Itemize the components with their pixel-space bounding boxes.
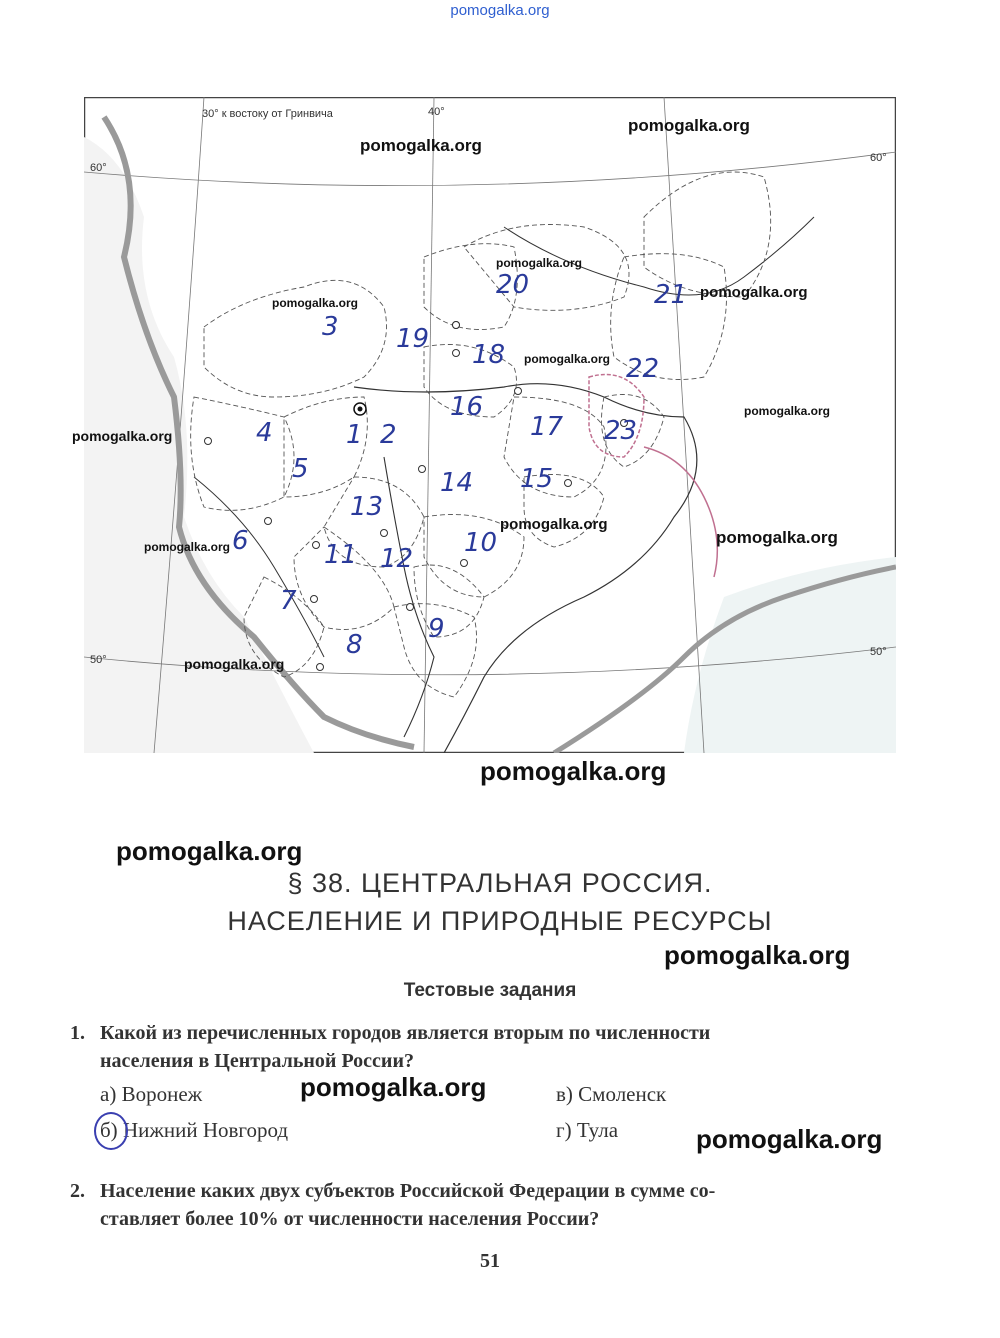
region-number-16: 16 <box>450 392 484 422</box>
watermark: pomogalka.org <box>744 404 831 418</box>
header-site-watermark: pomogalka.org <box>450 2 550 19</box>
label-50-right: 50° <box>870 646 887 658</box>
watermark: pomogalka.org <box>716 528 838 547</box>
option-a-letter: а) <box>100 1082 117 1106</box>
option-a[interactable] <box>100 1082 202 1107</box>
option-b-letter: б) <box>100 1118 118 1142</box>
option-c-text: Смоленск <box>578 1082 667 1106</box>
question-2-text-line2: ставляет более 10% от численности населения России? <box>100 1208 600 1230</box>
label-60-right: 60° <box>870 152 887 164</box>
watermark: pomogalka.org <box>184 656 285 672</box>
question-2-number: 2. <box>70 1180 85 1202</box>
label-50-left: 50° <box>90 654 107 666</box>
question-1-text-line2: населения в Центральной России? <box>100 1050 414 1072</box>
option-a-text: Воронеж <box>121 1082 203 1106</box>
question-2-text-line1: Население каких двух субъектов Российской Федерации в сумме со- <box>100 1180 716 1202</box>
region-number-18: 18 <box>472 340 506 370</box>
region-number-8: 8 <box>346 630 363 660</box>
watermark: pomogalka.org <box>360 136 482 155</box>
region-number-9: 9 <box>428 614 445 644</box>
region-number-11: 11 <box>324 540 358 570</box>
region-number-23: 23 <box>604 416 638 446</box>
label-60-left: 60° <box>90 162 107 174</box>
subheading: Тестовые задания <box>403 980 577 1001</box>
region-number-21: 21 <box>654 280 688 310</box>
region-number-20: 20 <box>496 270 530 300</box>
region-number-7: 7 <box>280 586 297 616</box>
page-number: 51 <box>480 1250 500 1272</box>
watermark: pomogalka.org <box>144 540 231 554</box>
region-number-15: 15 <box>520 464 554 494</box>
watermark: pomogalka.org <box>496 256 583 270</box>
region-number-14: 14 <box>440 468 474 498</box>
label-40: 40° <box>428 106 445 118</box>
question-1-number: 1. <box>70 1022 85 1044</box>
watermark: pomogalka.org <box>272 296 359 310</box>
region-number-13: 13 <box>350 492 384 522</box>
watermark: pomogalka.org <box>700 284 808 301</box>
region-number-6: 6 <box>232 526 249 556</box>
region-number-22: 22 <box>626 354 660 384</box>
option-b-letter-wrap <box>100 1118 118 1143</box>
option-d-text: Тула <box>576 1118 619 1142</box>
region-number-5: 5 <box>292 454 309 484</box>
region-number-12: 12 <box>380 544 414 574</box>
map-svg <box>84 97 896 753</box>
option-d-letter: г) <box>556 1118 572 1142</box>
question-1-text-line1: Какой из перечисленных городов является вторым по численности <box>100 1022 711 1044</box>
watermark: pomogalka.org <box>500 516 608 533</box>
option-d[interactable] <box>556 1118 618 1143</box>
region-number-10: 10 <box>464 528 498 558</box>
watermark: pomogalka.org <box>72 428 173 444</box>
region-number-2: 2 <box>380 420 397 450</box>
map-figure <box>84 97 896 753</box>
region-number-17: 17 <box>530 412 564 442</box>
watermark: pomogalka.org <box>116 836 303 866</box>
region-number-19: 19 <box>396 324 430 354</box>
watermark: pomogalka.org <box>480 756 667 786</box>
option-b-text: Нижний Новгород <box>122 1118 289 1142</box>
region-number-4: 4 <box>256 418 273 448</box>
watermark: pomogalka.org <box>664 940 851 970</box>
moscow-marker-dot <box>358 407 363 412</box>
watermark: pomogalka.org <box>696 1124 883 1154</box>
option-c-letter: в) <box>556 1082 573 1106</box>
watermark: pomogalka.org <box>524 352 611 366</box>
option-b[interactable] <box>100 1118 288 1143</box>
section-title-line1: § 38. ЦЕНТРАЛЬНАЯ РОССИЯ. <box>287 868 713 898</box>
watermark: pomogalka.org <box>300 1072 487 1102</box>
section-title-line2: НАСЕЛЕНИЕ И ПРИРОДНЫЕ РЕСУРСЫ <box>227 906 773 936</box>
option-c[interactable] <box>556 1082 666 1107</box>
region-number-1: 1 <box>346 420 363 450</box>
answer-circle-mark <box>94 1112 128 1150</box>
label-30-east: 30° к востоку от Гринвича <box>202 108 333 120</box>
region-number-3: 3 <box>322 312 339 342</box>
watermark: pomogalka.org <box>628 116 750 135</box>
